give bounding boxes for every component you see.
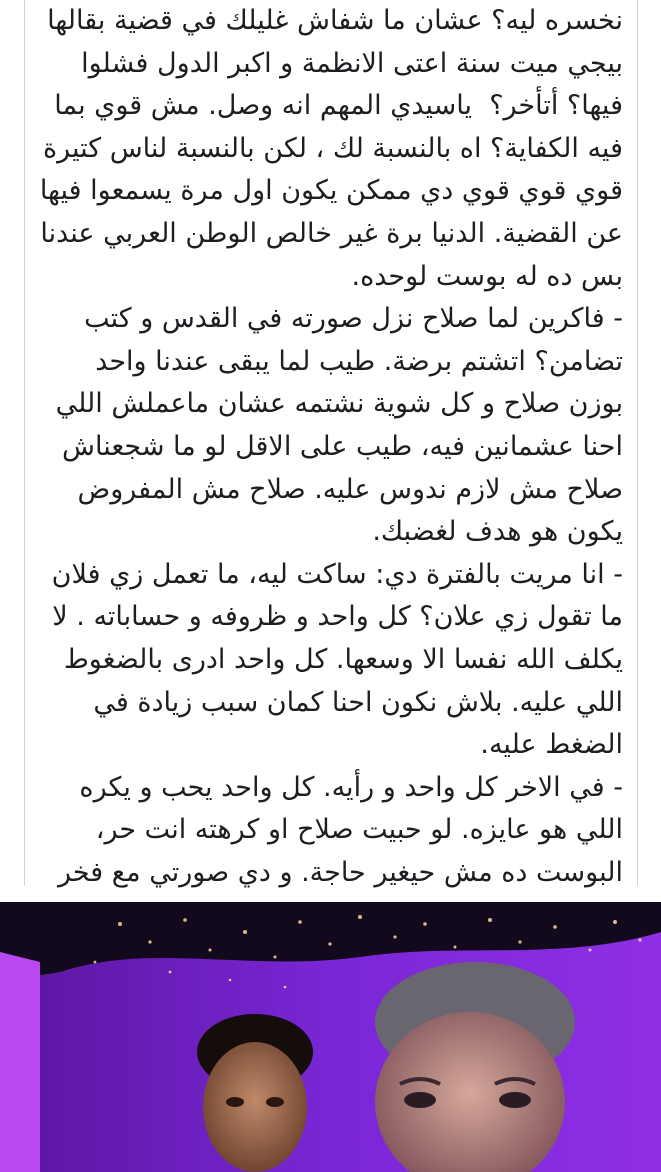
selfie-image — [0, 902, 661, 1172]
post-body — [31, 0, 623, 937]
post-card — [24, 0, 638, 886]
post-paragraph-4: - في الاخر كل واحد و رأيه. كل واحد يحب و يكره اللي هو عايزه. لو حبيت صلاح او كرهته انت حر، البوست ده مش حيغير حاجة. و دي صورتي مع فخر — [57, 771, 623, 888]
post-photo[interactable] — [0, 902, 661, 1172]
post-paragraph-3: - انا مريت بالفترة دي: ساكت ليه، ما تعمل زي فلان ما تقول زي علان؟ كل واحد و ظروفه و حساباته . لا يكلف الله نفسا الا وسعها. كل واحد ادرى بالضغوط اللي عليه. بلاش نكون احنا كمان سبب زيادة في الضغط عليه. — [43, 558, 623, 761]
post-paragraph-1: نخسره ليه؟ عشان ما شفاش غليلك في قضية بقالها بيجي ميت سنة اعتى الانظمة و اكبر الدول فشلوا فيها؟ أتأخر؟ ياسيدي المهم انه وصل. مش قوي بما فيه الكفاية؟ اه بالنسبة لك ، لكن بالنسبة لناس كتيرة قوي قوي قوي دي ممكن يكون اول مرة يسمعوا فيها عن القضية. الدنيا برة غير خالص الوطن العربي عندنا بس ده له بوست لوحده. — [31, 5, 623, 292]
post-paragraph-2: - فاكرين لما صلاح نزل صورته في القدس و كتب تضامن؟ اتشتم برضة. طيب لما يبقى عندنا واحد بوزن صلاح و كل شوية نشتمه عشان ماعملش اللي احنا عشمانين فيه، طيب على الاقل لو ما شجعناش صلاح مش لازم ندوس عليه. صلاح مش المفروض يكون هو هدف لغضبك. — [47, 303, 623, 548]
